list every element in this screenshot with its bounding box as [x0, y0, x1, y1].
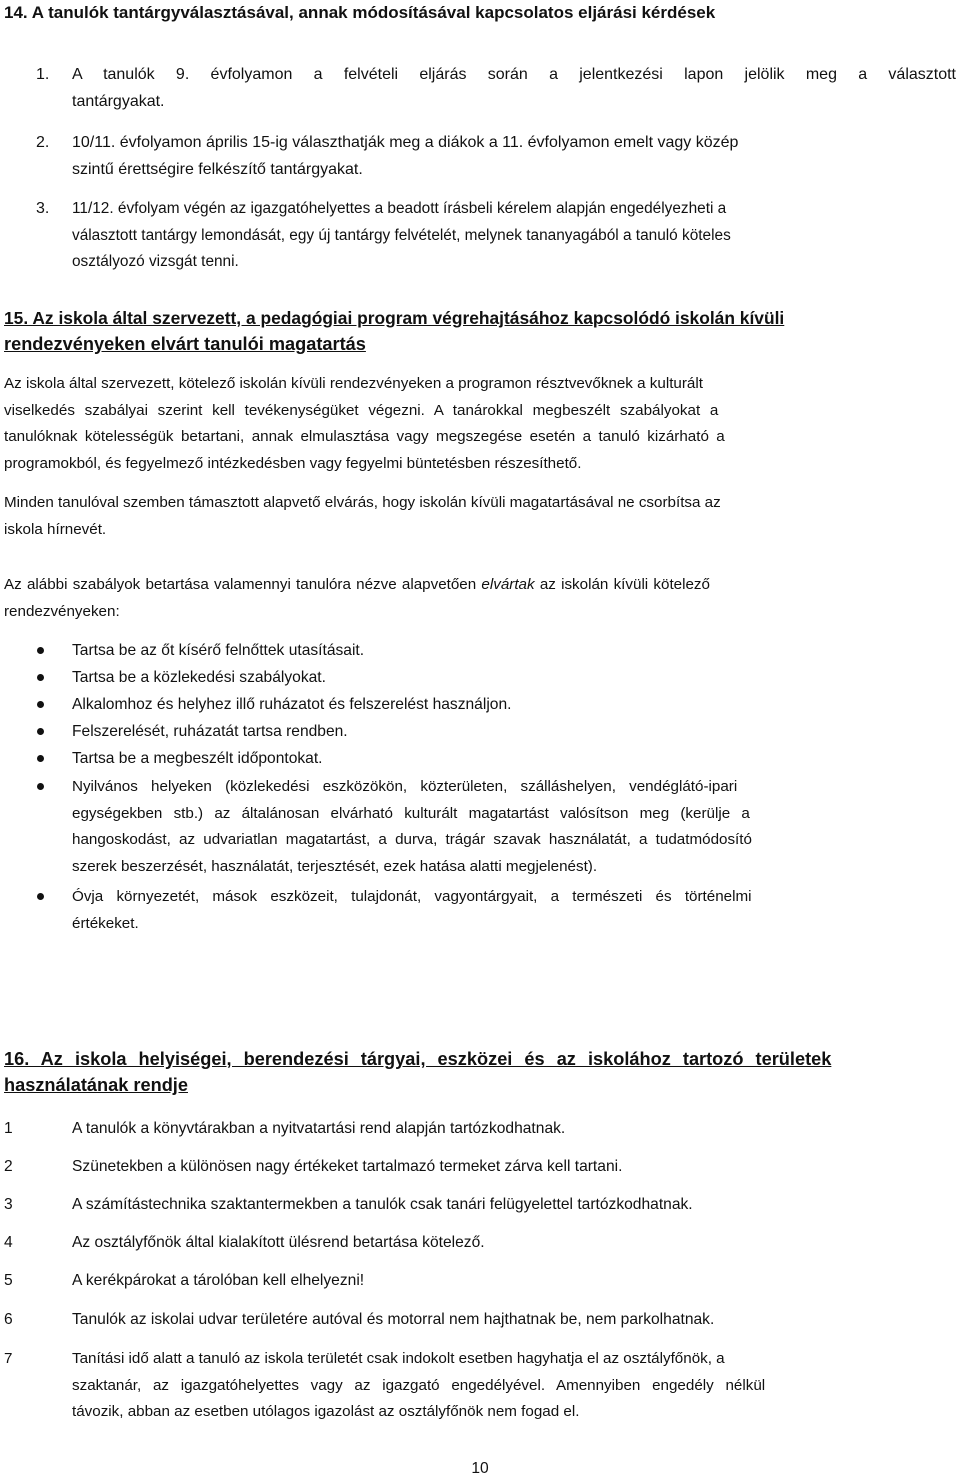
- bullet-line: egységekben stb.) az általánosan elvárható kulturált magatartást valósítson meg (kerülje a: [72, 804, 750, 822]
- page-number: 10: [471, 1460, 489, 1477]
- paragraph-line: rendezvényeken:: [4, 602, 120, 620]
- list-item-line: 11/12. évfolyam végén az igazgatóhelyettes a beadott írásbeli kérelem alapján engedélyezheti a: [72, 200, 727, 217]
- bullet-line: Tartsa be a közlekedési szabályokat.: [72, 669, 326, 686]
- bullet-line: szerek beszerzését, használatát, terjesztését, ezek hatása alatti megjelenést).: [72, 857, 598, 875]
- section-16-heading: [4, 1046, 956, 1098]
- bullet-dot-icon: [37, 893, 44, 900]
- paragraph-text: az iskolán kívüli kötelező: [534, 576, 710, 593]
- list-item-number: 2.: [36, 134, 50, 151]
- list-item-line: tantárgyakat.: [72, 92, 165, 110]
- item-number: 1: [4, 1120, 13, 1137]
- list-item-line: A tanulók 9. évfolyamon a felvételi eljárás során a jelentkezési lapon jelölik meg a választott: [72, 66, 956, 83]
- item-number: 3: [4, 1196, 13, 1213]
- item-line: szaktanár, az igazgatóhelyettes vagy az igazgató engedélyével. Amennyiben engedély nélkül: [72, 1376, 766, 1394]
- heading-line: használatának rendje: [4, 1075, 188, 1095]
- item-line: távozik, abban az esetben utólagos igazolást az osztályfőnök nem fogad el.: [72, 1403, 580, 1420]
- bullet-dot-icon: [37, 701, 44, 708]
- paragraph-line: iskola hírnevét.: [4, 520, 107, 538]
- heading-line: 16. Az iskola helyiségei, berendezési tárgyai, eszközei és az iskolához tartozó területek: [4, 1049, 832, 1069]
- bullet-dot-icon: [37, 783, 44, 790]
- bullet-line: hangoskodást, az udvariatlan magatartást, a durva, trágár szavak használatát, a tudatmódosító: [72, 831, 752, 848]
- item-number: 7: [4, 1350, 13, 1367]
- bullet-dot-icon: [37, 728, 44, 735]
- item-number: 6: [4, 1311, 13, 1328]
- section-15-heading: [4, 305, 956, 357]
- paragraph-text: Az alábbi szabályok betartása valamennyi tanulóra nézve alapvetően: [4, 576, 482, 593]
- list-item-line: 10/11. évfolyamon április 15-ig választhatják meg a diákok a 11. évfolyamon emelt vagy közép: [72, 134, 739, 151]
- paragraph-line: viselkedés szabályai szerint kell tevékenységüket végezni. A tanárokkal megbeszélt szabályokat a: [4, 401, 719, 419]
- item-line: A számítástechnika szaktantermekben a tanulók csak tanári felügyelettel tartózkodhatnak.: [72, 1196, 693, 1213]
- section-14-heading: 14. A tanulók tantárgyválasztásával, annak módosításával kapcsolatos eljárási kérdések: [4, 3, 716, 22]
- list-item-number: 3.: [36, 200, 50, 217]
- bullet-line: Tartsa be az őt kísérő felnőttek utasításait.: [72, 642, 365, 659]
- item-number: 5: [4, 1272, 13, 1289]
- bullet-line: Alkalomhoz és helyhez illő ruházatot és felszerelést használjon.: [72, 696, 512, 713]
- item-line: Tanítási idő alatt a tanuló az iskola területét csak indokolt esetben hagyhatja el az osztályfőnök, a: [72, 1350, 725, 1367]
- emphasis-text: elvártak: [481, 576, 535, 593]
- bullet-line: Tartsa be a megbeszélt időpontokat.: [72, 750, 323, 767]
- paragraph: [4, 490, 956, 543]
- paragraph-line: tanulóknak kötelességük betartani, annak elmulasztása vagy megszegése esetén a tanuló kizárható a: [4, 428, 725, 445]
- paragraph-line: Minden tanulóval szemben támasztott alapvető elvárás, hogy iskolán kívüli magatartásával ne csorbítsa az: [4, 494, 721, 511]
- bullet-line: Óvja környezetét, mások eszközeit, tulajdonát, vagyontárgyait, a természeti és történelmi: [72, 888, 752, 905]
- paragraph: [4, 572, 956, 625]
- bullet-dot-icon: [37, 755, 44, 762]
- item-line: Tanulók az iskolai udvar területére autóval és motorral nem hajthatnak be, nem parkolhatnak.: [72, 1311, 715, 1328]
- item-line: A tanulók a könyvtárakban a nyitvatartási rend alapján tartózkodhatnak.: [72, 1120, 566, 1137]
- paragraph-line: Az iskola által szervezett, kötelező iskolán kívüli rendezvényeken a programon résztvevőknek a kulturált: [4, 375, 703, 392]
- list-item-line: választott tantárgy lemondását, egy új tantárgy felvételét, melynek tananyagából a tanuló köteles: [72, 226, 731, 244]
- heading-line: rendezvényeken elvárt tanulói magatartás: [4, 334, 366, 354]
- bullet-line: értékeket.: [72, 914, 139, 932]
- list-item-line: osztályozó vizsgát tenni.: [72, 253, 239, 270]
- item-line: Az osztályfőnök által kialakított ülésrend betartása kötelező.: [72, 1234, 485, 1251]
- heading-line: 15. Az iskola által szervezett, a pedagógiai program végrehajtásához kapcsolódó iskolán kívüli: [4, 308, 785, 328]
- paragraph: [4, 371, 956, 477]
- bullet-line: Felszerelését, ruházatát tartsa rendben.: [72, 723, 348, 740]
- bullet-line: Nyilvános helyeken (közlekedési eszközökön, közterületen, szálláshelyen, vendéglátó-ipari: [72, 778, 738, 795]
- item-line: Szünetekben a különösen nagy értékeket tartalmazó termeket zárva kell tartani.: [72, 1158, 623, 1175]
- bullet-dot-icon: [37, 647, 44, 654]
- item-line: A kerékpárokat a tárolóban kell elhelyezni!: [72, 1272, 365, 1289]
- list-item-number: 1.: [36, 66, 50, 83]
- paragraph-line: programokból, és fegyelmező intézkedésben vagy fegyelmi büntetésben részesíthető.: [4, 454, 582, 472]
- bullet-dot-icon: [37, 674, 44, 681]
- item-number: 2: [4, 1158, 13, 1175]
- list-item-line: szintű érettségire felkészítő tantárgyakat.: [72, 160, 363, 178]
- item-number: 4: [4, 1234, 13, 1251]
